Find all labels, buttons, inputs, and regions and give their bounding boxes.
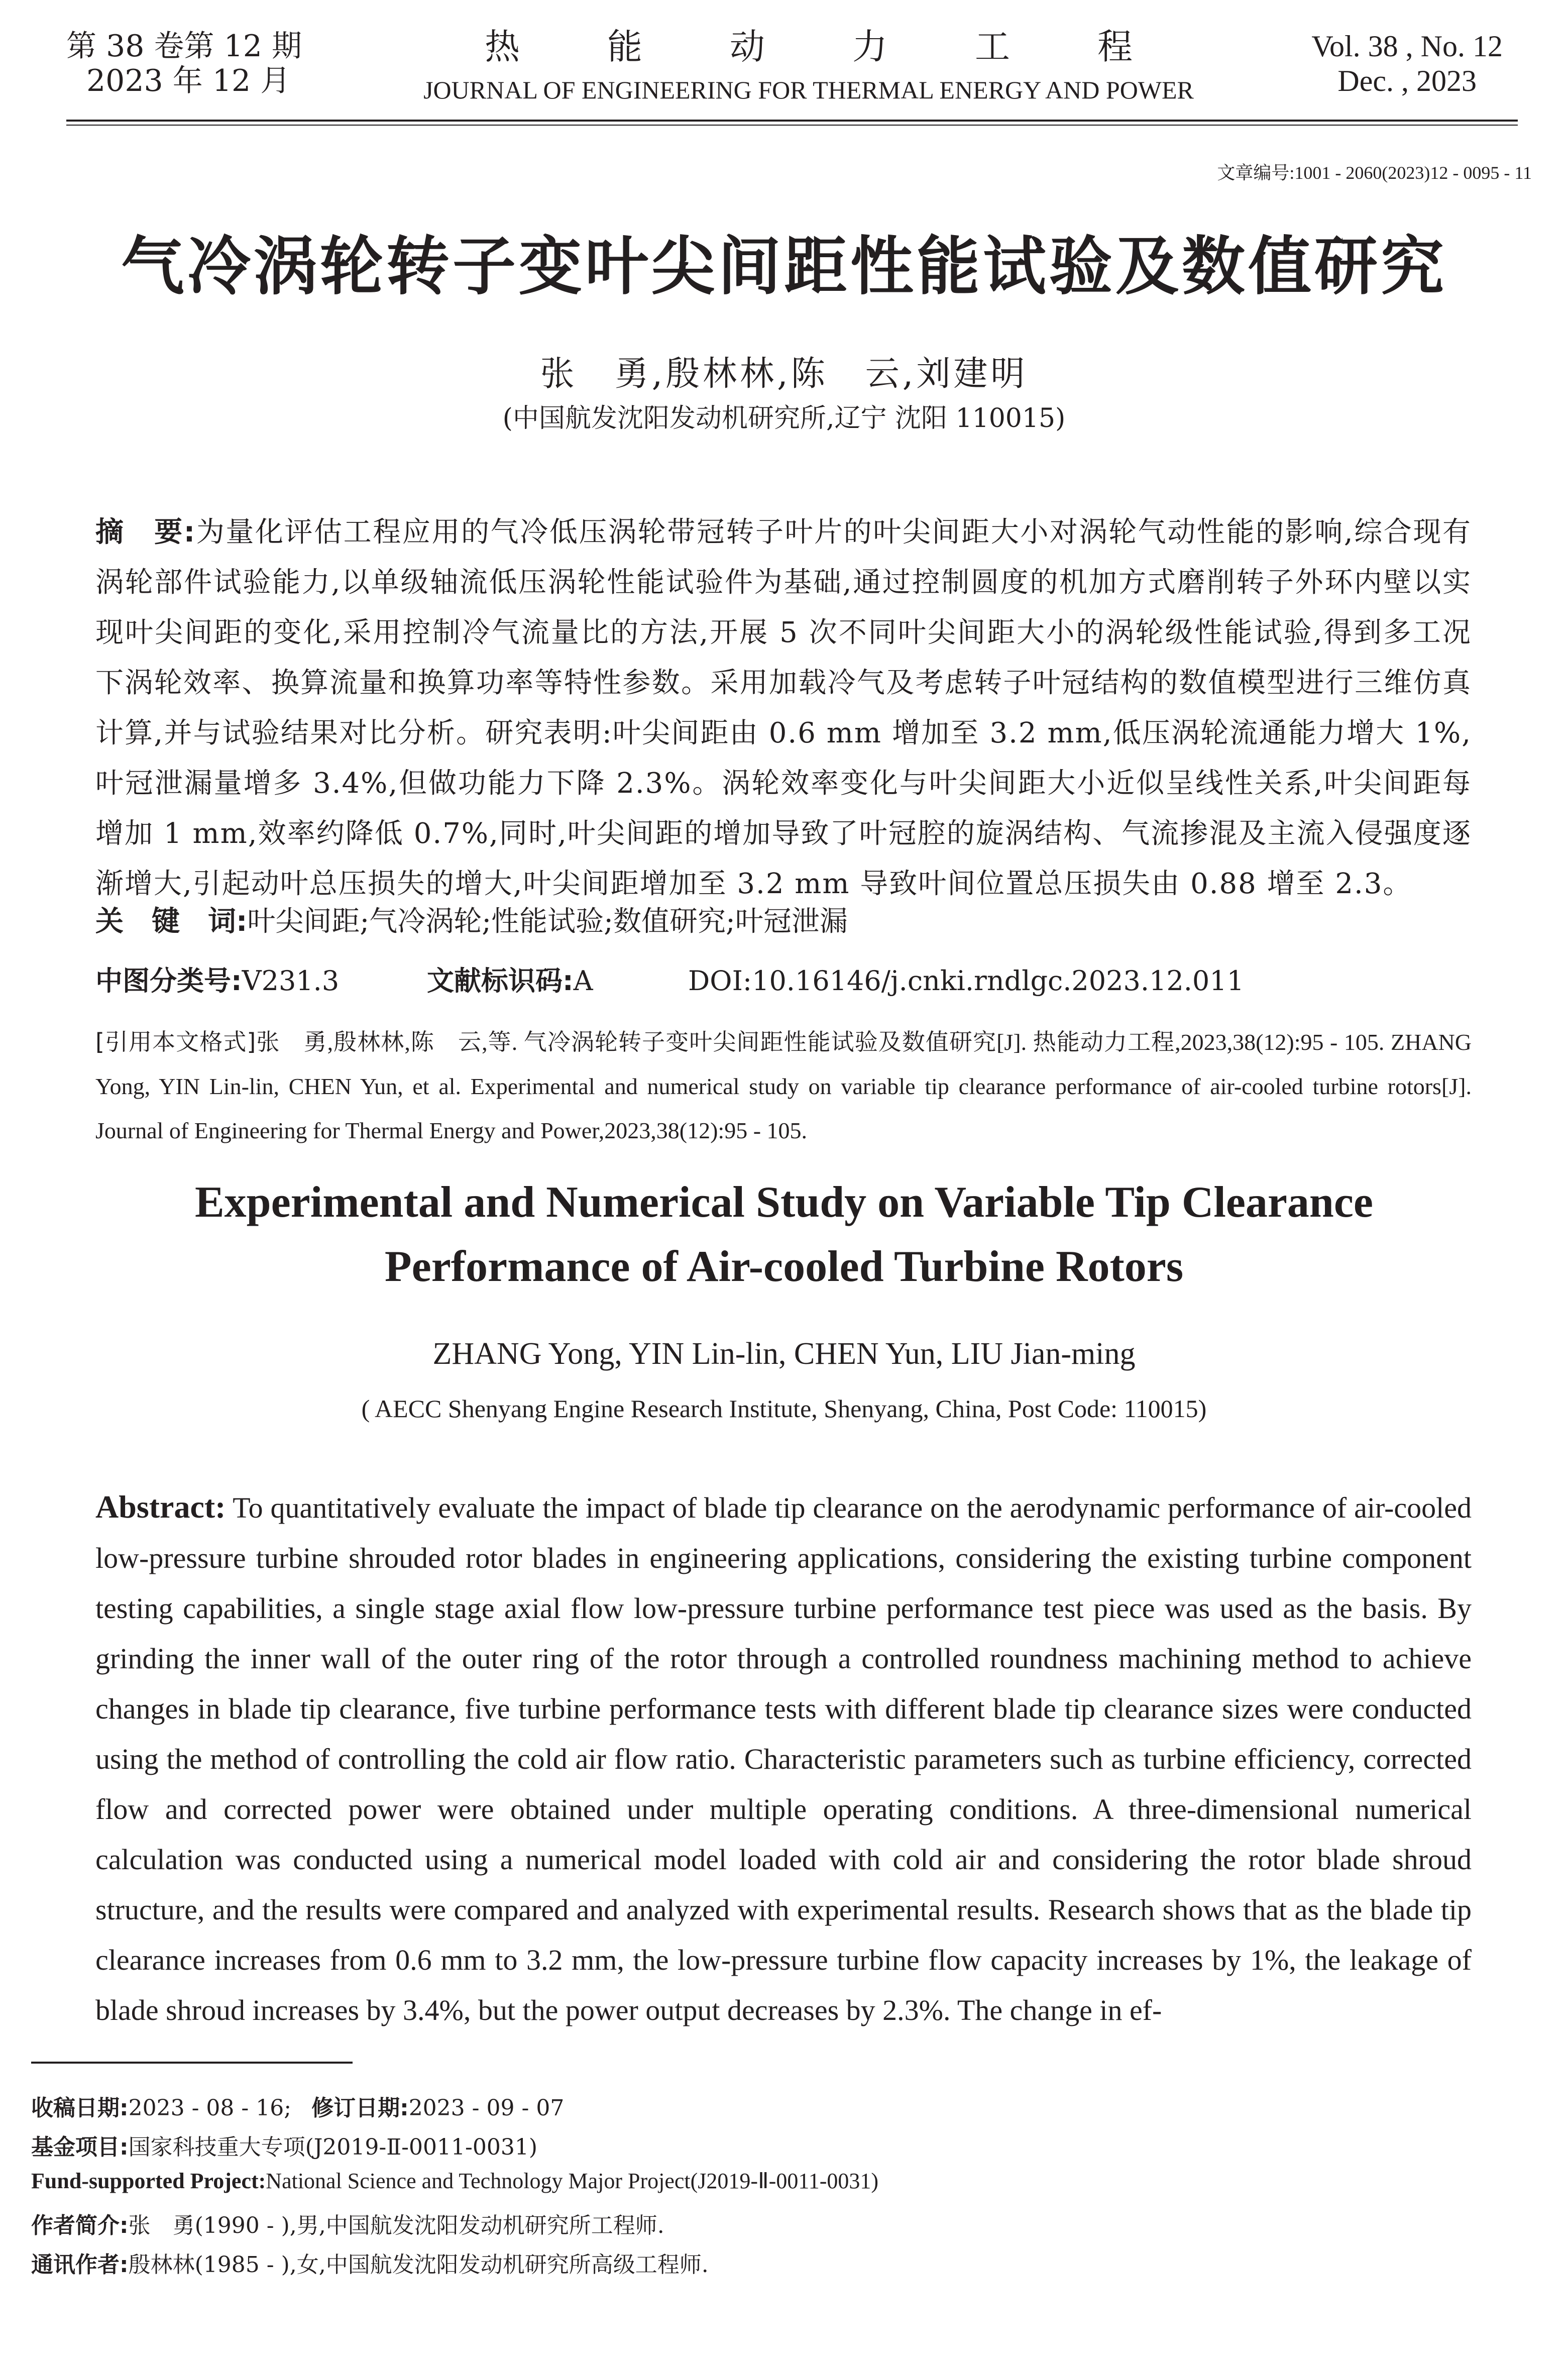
fund-en-label: Fund-supported Project: — [31, 2169, 266, 2193]
citation-label: [引用本文格式] — [95, 1028, 256, 1055]
fund-en: National Science and Technology Major Project(J2019-Ⅱ-0011-0031) — [266, 2169, 879, 2193]
revised-label: 修订日期: — [311, 2095, 409, 2121]
affiliation-en: ( AECC Shenyang Engine Research Institute, Shenyang, China, Post Code: 110015) — [361, 1394, 1207, 1423]
title-en-line1: Experimental and Numerical Study on Variable Tip Clearance — [194, 1178, 1373, 1227]
keywords-cn-label: 关 键 词: — [95, 905, 248, 938]
footnote-author — [31, 2207, 664, 2239]
volume-issue-en: Vol. 38 , No. 12 — [1311, 30, 1503, 63]
revised-date: 2023 - 09 - 07 — [408, 2095, 565, 2121]
abstract-en-text: To quantitatively evaluate the impact of blade tip clearance on the aerodynamic performance of air-cooled low-pressure turbine shrouded rotor blades in engineering applications, considering the existing turbine component testing capabilities, a single stage axial flow low-pressure turbine performance test piece was used as the basis. By grinding the inner wall of the outer ring of the rotor through a controlled roundness machining method to achieve changes in blade tip clearance, five turbine performance tests with different blade tip clearance sizes were conducted using the method of controlling the cold air flow ratio. Characteristic parameters such as turbine efficiency, corrected flow and corrected power were obtained under multiple operating conditions. A three-dimensional numerical calculation was conducted using a numerical model loaded with cold air and considering the rotor blade shroud structure, and the results were compared and analyzed with experimental results. Research shows that as the blade tip clearance increases from 0.6 mm to 3.2 mm, the low-pressure turbine flow capacity increases by 1%, the leakage of blade shroud increases by 3.4%, but the power output decreases by 2.3%. The change in ef- — [95, 1491, 1472, 2026]
date-en: Dec. , 2023 — [1337, 64, 1477, 97]
doi[interactable]: DOI:10.16146/j.cnki.rndlgc.2023.12.011 — [688, 965, 1244, 997]
footnote-rule — [31, 2062, 353, 2064]
clc-value: V231.3 — [242, 965, 340, 997]
footnote-corresponding — [31, 2246, 709, 2279]
citation — [95, 1020, 1472, 1153]
footnote-fund-en — [31, 2168, 878, 2194]
journal-name-en: JOURNAL OF ENGINEERING FOR THERMAL ENERGY AND POWER — [423, 76, 1194, 104]
doc-code-value: A — [573, 965, 593, 997]
doc-code-label: 文献标识码: — [427, 965, 574, 997]
header-left — [66, 29, 302, 98]
affiliation-cn: (中国航发沈阳发动机研究所,辽宁 沈阳 110015) — [502, 403, 1066, 434]
header-rule — [66, 120, 1518, 122]
received-label: 收稿日期: — [31, 2095, 129, 2121]
corresponding-label: 通讯作者: — [31, 2252, 129, 2278]
title-cn: 气冷涡轮转子变叶尖间距性能试验及数值研究 — [121, 230, 1447, 303]
header-right — [1311, 29, 1503, 98]
volume-issue-cn: 第 38 卷第 12 期 — [66, 29, 302, 64]
article-number: 文章编号:1001 - 2060(2023)12 - 0095 - 11 — [1217, 163, 1532, 183]
classification-line — [95, 959, 1472, 998]
journal-name-cn: 热能动力工程 — [485, 26, 1220, 67]
title-en — [0, 1170, 1568, 1299]
footnote-dates — [31, 2090, 564, 2122]
keywords-cn-text: 叶尖间距;气冷涡轮;性能试验;数值研究;叶冠泄漏 — [247, 905, 848, 938]
abstract-cn-text: 为量化评估工程应用的气冷低压涡轮带冠转子叶片的叶尖间距大小对涡轮气动性能的影响,综合现有涡轮部件试验能力,以单级轴流低压涡轮性能试验件为基础,通过控制圆度的机加方式磨削转子外环内壁以实现叶尖间距的变化,采用控制冷气流量比的方法,开展 5 次不同叶尖间距大小的涡轮级性能试验,得到多工况下涡轮效率、换算流量和换算功率等特性参数。采用加载冷气及考虑转子叶冠结构的数值模型进行三维仿真计算,并与试验结果对比分析。研究表明:叶尖间距由 0.6 mm 增加至 3.2 mm,低压涡轮流通能力增大 1%,叶冠泄漏量增多 3.4%,但做功能力下降 2.3%。涡轮效率变化与叶尖间距大小近似呈线性关系,叶尖间距每增加 1 mm,效率约降低 0.7%,同时,叶尖间距的增加导致了叶冠腔的旋涡结构、气流掺混及主流入侵强度逐渐增大,引起动叶总压损失的增大,叶尖间距增加至 3.2 mm 导致叶间位置总压损失由 0.88 增至 2.3。 — [95, 516, 1472, 900]
footnote-fund-cn — [31, 2129, 537, 2161]
header-rule-thin — [66, 125, 1518, 126]
author-bio: 张 勇(1990 - ),男,中国航发沈阳发动机研究所工程师. — [128, 2213, 664, 2238]
author-bio-label: 作者简介: — [31, 2213, 129, 2238]
keywords-cn — [95, 899, 1472, 939]
abstract-en-label: Abstract: — [95, 1489, 226, 1525]
fund-cn: 国家科技重大专项(J2019-Ⅱ-0011-0031) — [128, 2134, 538, 2160]
fund-cn-label: 基金项目: — [31, 2134, 129, 2160]
abstract-en — [95, 1482, 1472, 2035]
citation-text: 张 勇,殷林林,陈 云,等. 气冷涡轮转子变叶尖间距性能试验及数值研究[J]. 热能动力工程,2023,38(12):95 - 105. ZHANG Yong, YIN Lin-lin, CHEN Yun, et al. Experimental and numerical study on variable tip clearance performance of air-cooled turbine rotors[J]. Journal of Engineering for Thermal Energy and Power,2023,38(12):95 - 105. — [95, 1029, 1472, 1143]
abstract-cn — [95, 507, 1472, 909]
date-cn: 2023 年 12 月 — [86, 63, 291, 98]
authors-cn: 张 勇,殷林林,陈 云,刘建明 — [540, 354, 1028, 394]
corresponding-author: 殷林林(1985 - ),女,中国航发沈阳发动机研究所高级工程师. — [128, 2252, 709, 2278]
received-date: 2023 - 08 - 16; — [128, 2095, 292, 2121]
authors-en: ZHANG Yong, YIN Lin-lin, CHEN Yun, LIU Jian-ming — [432, 1337, 1136, 1371]
header-journal — [382, 26, 1236, 104]
clc-label: 中图分类号: — [95, 965, 242, 997]
title-en-line2: Performance of Air-cooled Turbine Rotors — [384, 1242, 1184, 1291]
abstract-cn-label: 摘 要: — [95, 516, 196, 549]
